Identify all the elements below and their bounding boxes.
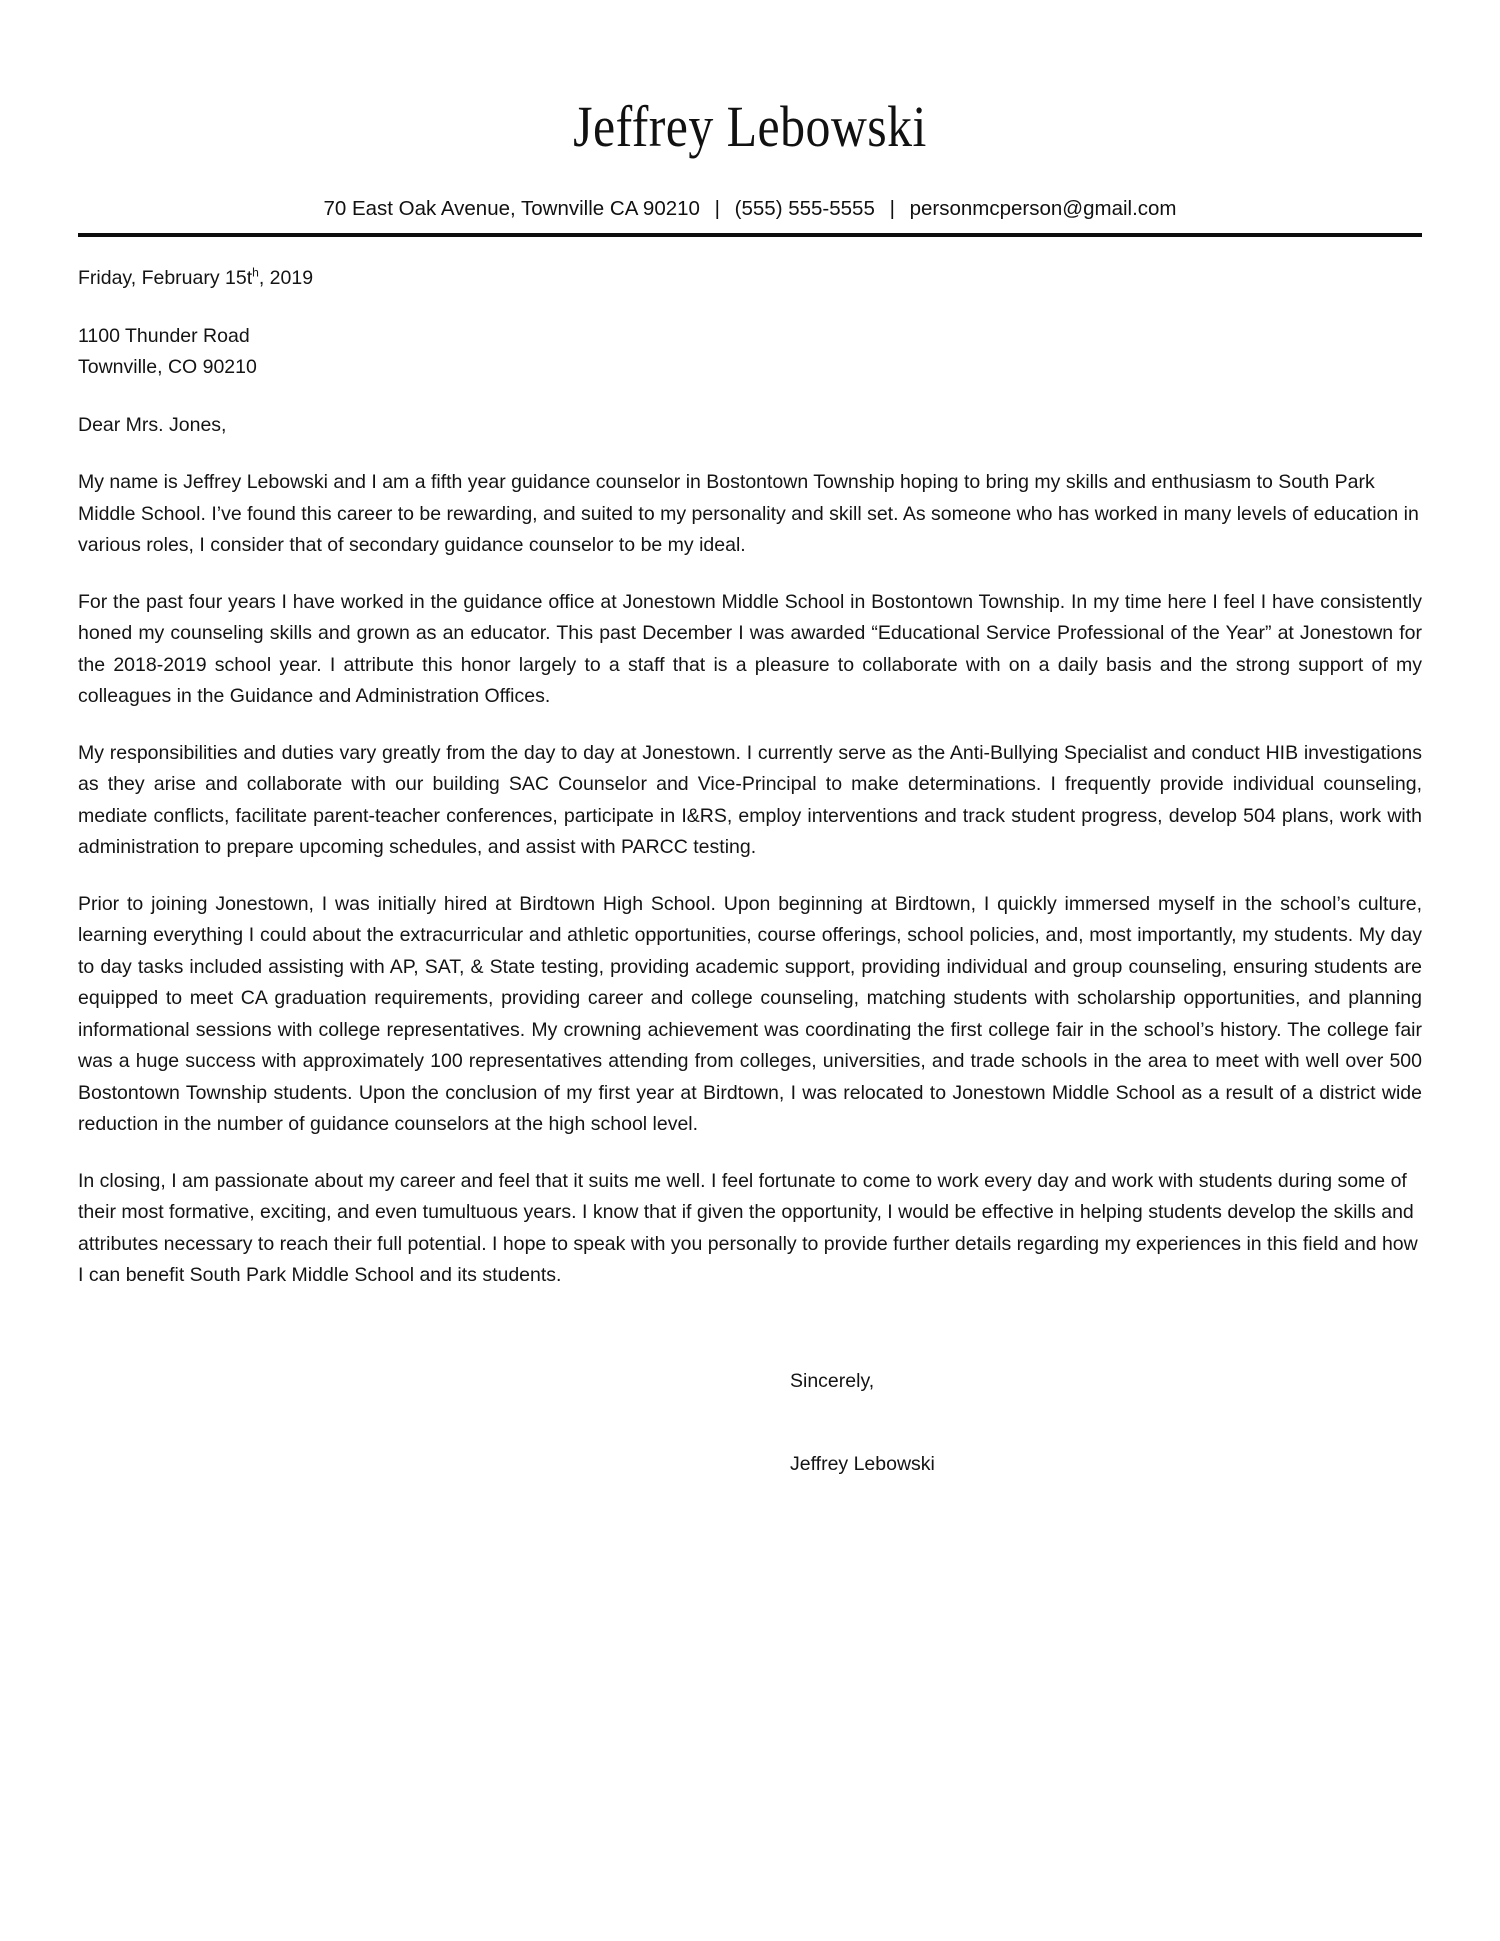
- letter-date: [78, 263, 1422, 295]
- body-paragraph-4: Prior to joining Jonestown, I was initially hired at Birdtown High School. Upon beginning at Birdtown, I quickly immersed myself in the school’s culture, learning everything I could about the extracurricular and athletic opportunities, course offerings, school policies, and, most importantly, my students. My day to day tasks included assisting with AP, SAT, & State testing, providing academic support, providing individual and group counseling, ensuring students are equipped to meet CA graduation requirements, providing career and college counseling, matching students with scholarship opportunities, and planning informational sessions with college representatives. My crowning achievement was coordinating the first college fair in the school’s history. The college fair was a huge success with approximately 100 representatives attending from colleges, universities, and trade schools in the area to meet with well over 500 Bostontown Township students. Upon the conclusion of my first year at Birdtown, I was relocated to Jonestown Middle School as a result of a district wide reduction in the number of guidance counselors at the high school level.: [78, 892, 1422, 1136]
- recipient-address-line-2: Townville, CO 90210: [78, 356, 257, 379]
- body-paragraph-5: In closing, I am passionate about my career and feel that it suits me well. I feel fortunate to come to work every day and work with students during some of their most formative, exciting, and even tumultuous years. I know that if given the opportunity, I would be effective in helping students develop the skills and attributes necessary to reach their full potential. I hope to speak with you personally to provide further details regarding my experiences in this field and how I can benefit South Park Middle School and its students.: [78, 1169, 1418, 1287]
- page-title: Jeffrey Lebowski: [573, 93, 927, 159]
- contact-separator-2: |: [889, 196, 895, 220]
- letter-body: [78, 237, 1422, 1481]
- contact-separator-1: |: [714, 196, 720, 220]
- signature-name: Jeffrey Lebowski: [790, 1453, 935, 1476]
- letter-date-ordinal: h: [252, 265, 259, 280]
- recipient-address: [78, 321, 1422, 384]
- body-paragraph-1: My name is Jeffrey Lebowski and I am a fifth year guidance counselor in Bostontown Township hoping to bring my skills and enthusiasm to South Park Middle School. I’ve found this career to be rewarding, and suited to my personality and skill set. As someone who has worked in many levels of education in various roles, I consider that of secondary guidance counselor to be my ideal.: [78, 471, 1419, 557]
- letter-date-suffix: , 2019: [258, 267, 314, 290]
- signature-closing: Sincerely,: [790, 1369, 875, 1392]
- contact-phone: (555) 555-5555: [734, 196, 875, 220]
- body-paragraph-2: For the past four years I have worked in the guidance office at Jonestown Middle School in Bostontown Township. In my time here I feel I have consistently honed my counseling skills and grown as an educator. This past December I was awarded “Educational Service Professional of the Year” at Jonestown for the 2018-2019 school year. I attribute this honor largely to a staff that is a pleasure to collaborate with on a daily basis and the strong support of my colleagues in the Guidance and Administration Offices.: [78, 590, 1422, 708]
- body-paragraph-3: My responsibilities and duties vary greatly from the day to day at Jonestown. I currently serve as the Anti-Bullying Specialist and conduct HIB investigations as they arise and collaborate with our building SAC Counselor and Vice-Principal to make determinations. I frequently provide individual counseling, mediate conflicts, facilitate parent-teacher conferences, participate in I&RS, employ interventions and track student progress, develop 504 plans, work with administration to prepare upcoming schedules, and assist with PARCC testing.: [78, 741, 1422, 859]
- contact-email: personmcperson@gmail.com: [909, 196, 1177, 220]
- contact-line: [78, 197, 1422, 222]
- signature-block: [78, 1366, 1422, 1481]
- salutation: Dear Mrs. Jones,: [78, 413, 227, 436]
- recipient-address-line-1: 1100 Thunder Road: [78, 324, 250, 347]
- contact-address: 70 East Oak Avenue, Townville CA 90210: [323, 196, 700, 220]
- letter-date-prefix: Friday, February 15t: [78, 267, 253, 290]
- letterhead: [78, 0, 1422, 237]
